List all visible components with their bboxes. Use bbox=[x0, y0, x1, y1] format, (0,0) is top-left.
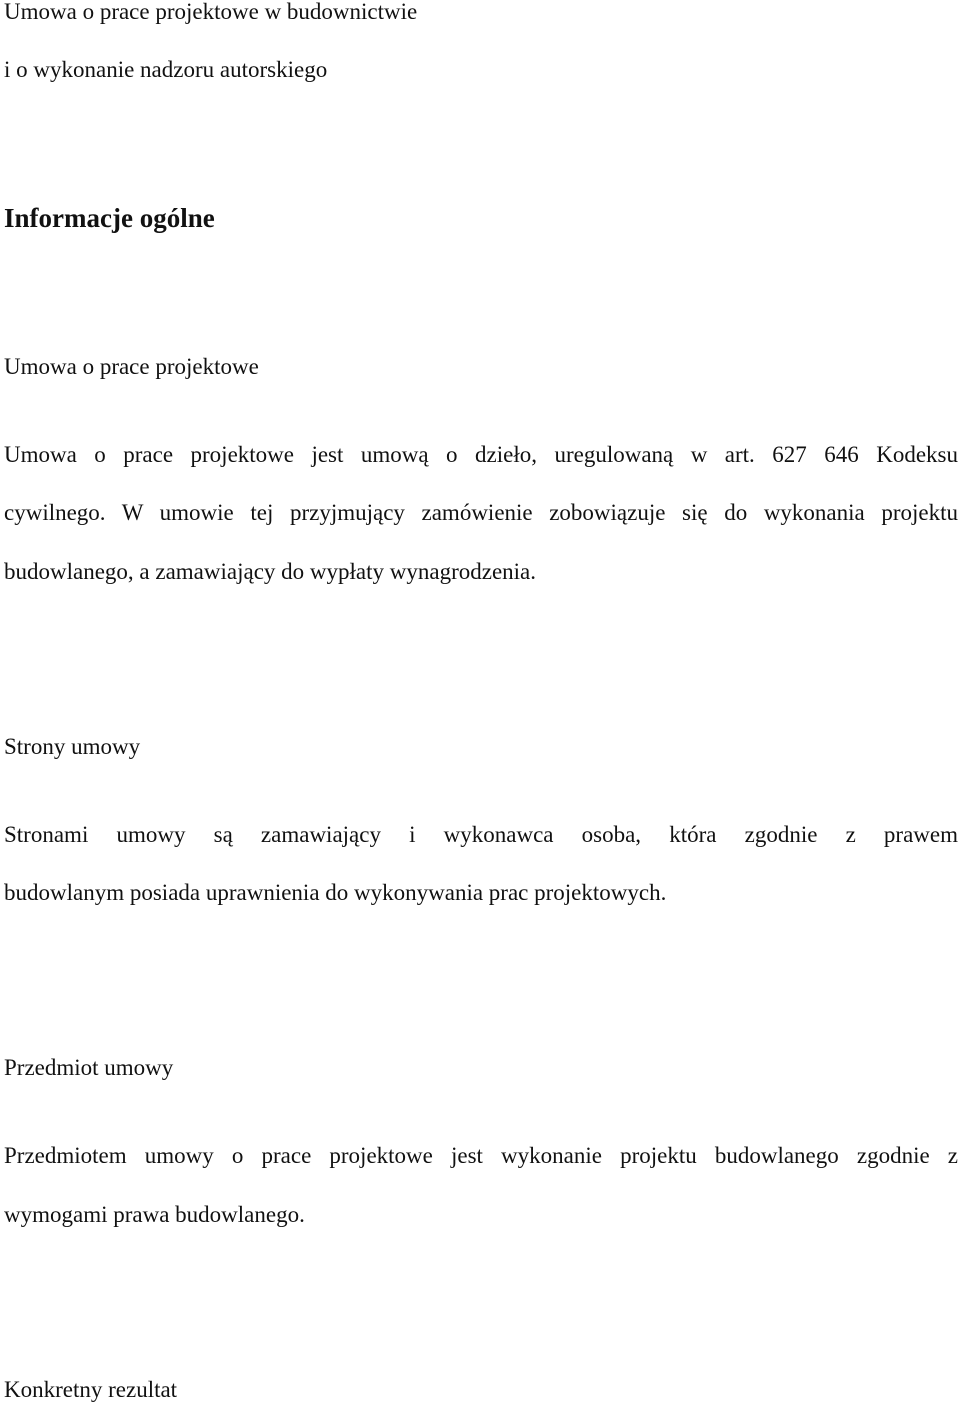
paragraph-line: Umowa o prace projektowe jest umową o dzieło, uregulowaną w art. 627 646 Kodeksu bbox=[4, 442, 958, 467]
subheading-strony-umowy: Strony umowy bbox=[4, 734, 141, 759]
document-title-line-1: Umowa o prace projektowe w budownictwie bbox=[4, 0, 418, 24]
paragraph-line: cywilnego. W umowie tej przyjmujący zamówienie zobowiązuje się do wykonania projektu bbox=[4, 500, 958, 525]
section-heading-informacje-ogolne: Informacje ogólne bbox=[4, 203, 215, 233]
paragraph-line: budowlanego, a zamawiający do wypłaty wynagrodzenia. bbox=[4, 559, 536, 584]
subheading-konkretny-rezultat: Konkretny rezultat bbox=[4, 1377, 178, 1402]
paragraph-line: wymogami prawa budowlanego. bbox=[4, 1202, 305, 1227]
subheading-przedmiot-umowy: Przedmiot umowy bbox=[4, 1055, 174, 1080]
subheading-umowa-o-prace-projektowe: Umowa o prace projektowe bbox=[4, 354, 259, 379]
paragraph-line: Przedmiotem umowy o prace projektowe jest wykonanie projektu budowlanego zgodnie z bbox=[4, 1143, 958, 1168]
paragraph-line: budowlanym posiada uprawnienia do wykonywania prac projektowych. bbox=[4, 880, 667, 905]
paragraph-line: Stronami umowy są zamawiający i wykonawca osoba, która zgodnie z prawem bbox=[4, 822, 958, 847]
document-title-line-2: i o wykonanie nadzoru autorskiego bbox=[4, 57, 328, 82]
